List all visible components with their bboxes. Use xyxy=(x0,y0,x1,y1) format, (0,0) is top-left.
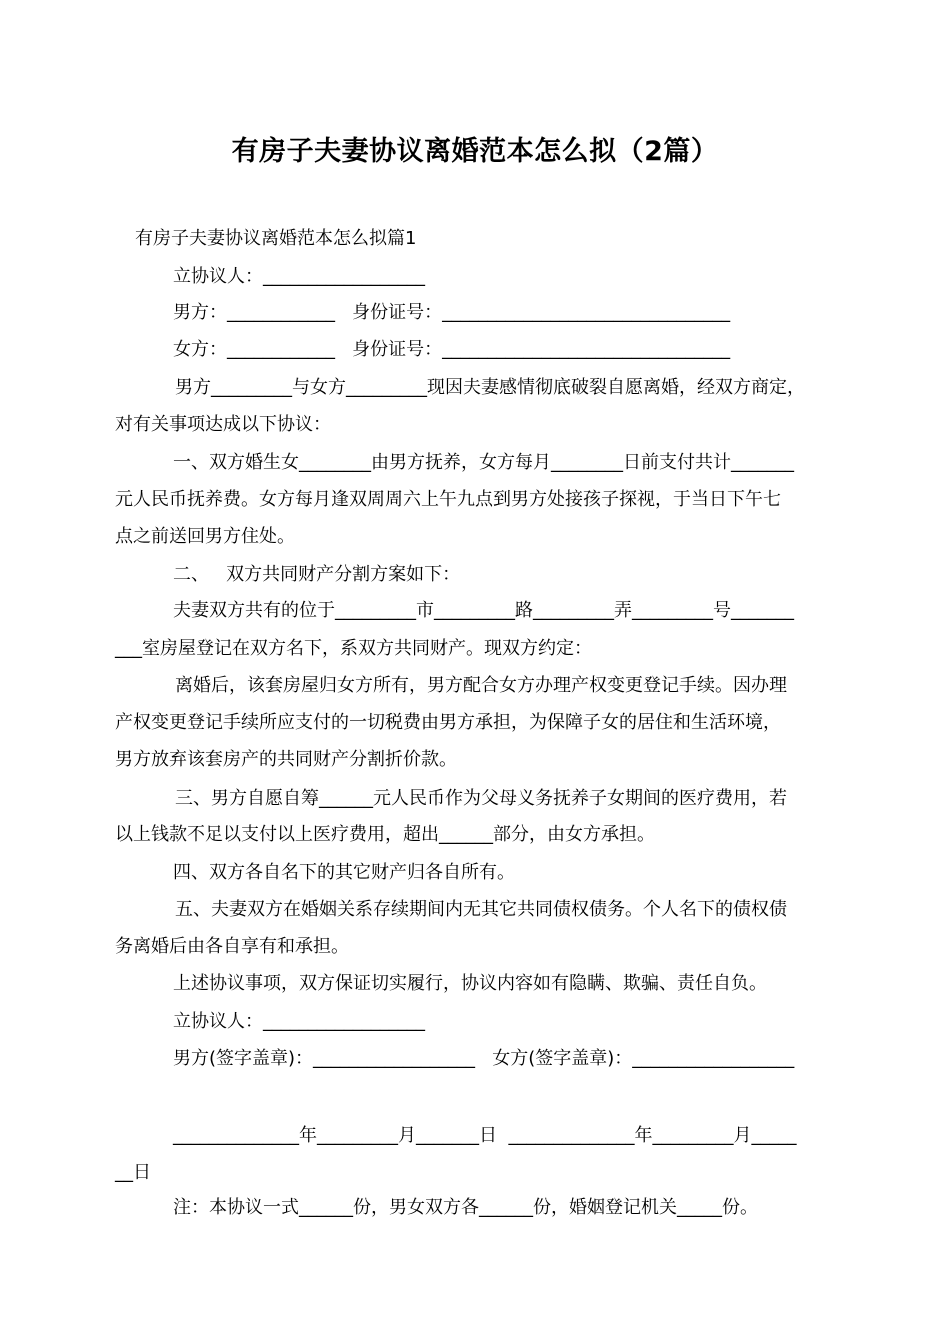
paragraph-line: 对有关事项达成以下协议： xyxy=(115,414,331,435)
paragraph-line: 注：本协议一式______份，男女双方各______份，婚姻登记机关_____份。 xyxy=(173,1197,758,1218)
paragraph-line: ______________年_________月_______日 ______________年_________月_____ xyxy=(173,1125,797,1146)
paragraph-line: 女方：____________ 身份证号：________________________________ xyxy=(173,339,731,360)
paragraph-line: ___室房屋登记在双方名下，系双方共同财产。现双方约定： xyxy=(115,638,592,659)
paragraph-line: 男方_________与女方_________现因夫妻感情彻底破裂自愿离婚，经双方商定， xyxy=(175,377,805,398)
paragraph-line: 三、男方自愿自筹______元人民币作为父母义务抚养子女期间的医疗费用，若 xyxy=(175,788,787,809)
paragraph-line: 男方放弃该套房产的共同财产分割折价款。 xyxy=(115,749,457,770)
paragraph-line: 五、夫妻双方在婚姻关系存续期间内无其它共同债权债务。个人名下的债权债 xyxy=(175,899,787,920)
paragraph-line: 以上钱款不足以支付以上医疗费用，超出______部分，由女方承担。 xyxy=(115,824,655,845)
paragraph-line: 元人民币抚养费。女方每月逢双周周六上午九点到男方处接孩子探视，于当日下午七 xyxy=(115,489,781,510)
paragraph-line: 上述协议事项，双方保证切实履行，协议内容如有隐瞒、欺骗、责任自负。 xyxy=(173,973,767,994)
paragraph-line: 离婚后，该套房屋归女方所有，男方配合女方办理产权变更登记手续。因办理 xyxy=(175,675,787,696)
paragraph-line: 男方(签字盖章)：__________________ 女方(签字盖章)：__________________ xyxy=(173,1048,795,1069)
paragraph-line: 二、 双方共同财产分割方案如下： xyxy=(173,564,461,585)
paragraph-line: 一、双方婚生女________由男方抚养，女方每月________日前支付共计_______ xyxy=(173,452,794,473)
paragraph-line: 产权变更登记手续所应支付的一切税费由男方承担，为保障子女的居住和生活环境， xyxy=(115,712,781,733)
paragraph-line: 四、双方各自名下的其它财产归各自所有。 xyxy=(173,862,515,883)
paragraph-line: 立协议人：__________________ xyxy=(173,266,425,287)
section-heading: 有房子夫妻协议离婚范本怎么拟篇1 xyxy=(135,228,417,249)
paragraph-line: 夫妻双方共有的位于_________市_________路_________弄_________号_______ xyxy=(173,600,794,621)
paragraph-line: __日 xyxy=(115,1162,151,1183)
paragraph-line: 点之前送回男方住处。 xyxy=(115,526,295,547)
paragraph-line: 男方：____________ 身份证号：________________________________ xyxy=(173,302,731,323)
document-title: 有房子夫妻协议离婚范本怎么拟（2篇） xyxy=(231,136,719,167)
paragraph-line: 立协议人：__________________ xyxy=(173,1011,425,1032)
paragraph-line: 务离婚后由各自享有和承担。 xyxy=(115,936,349,957)
